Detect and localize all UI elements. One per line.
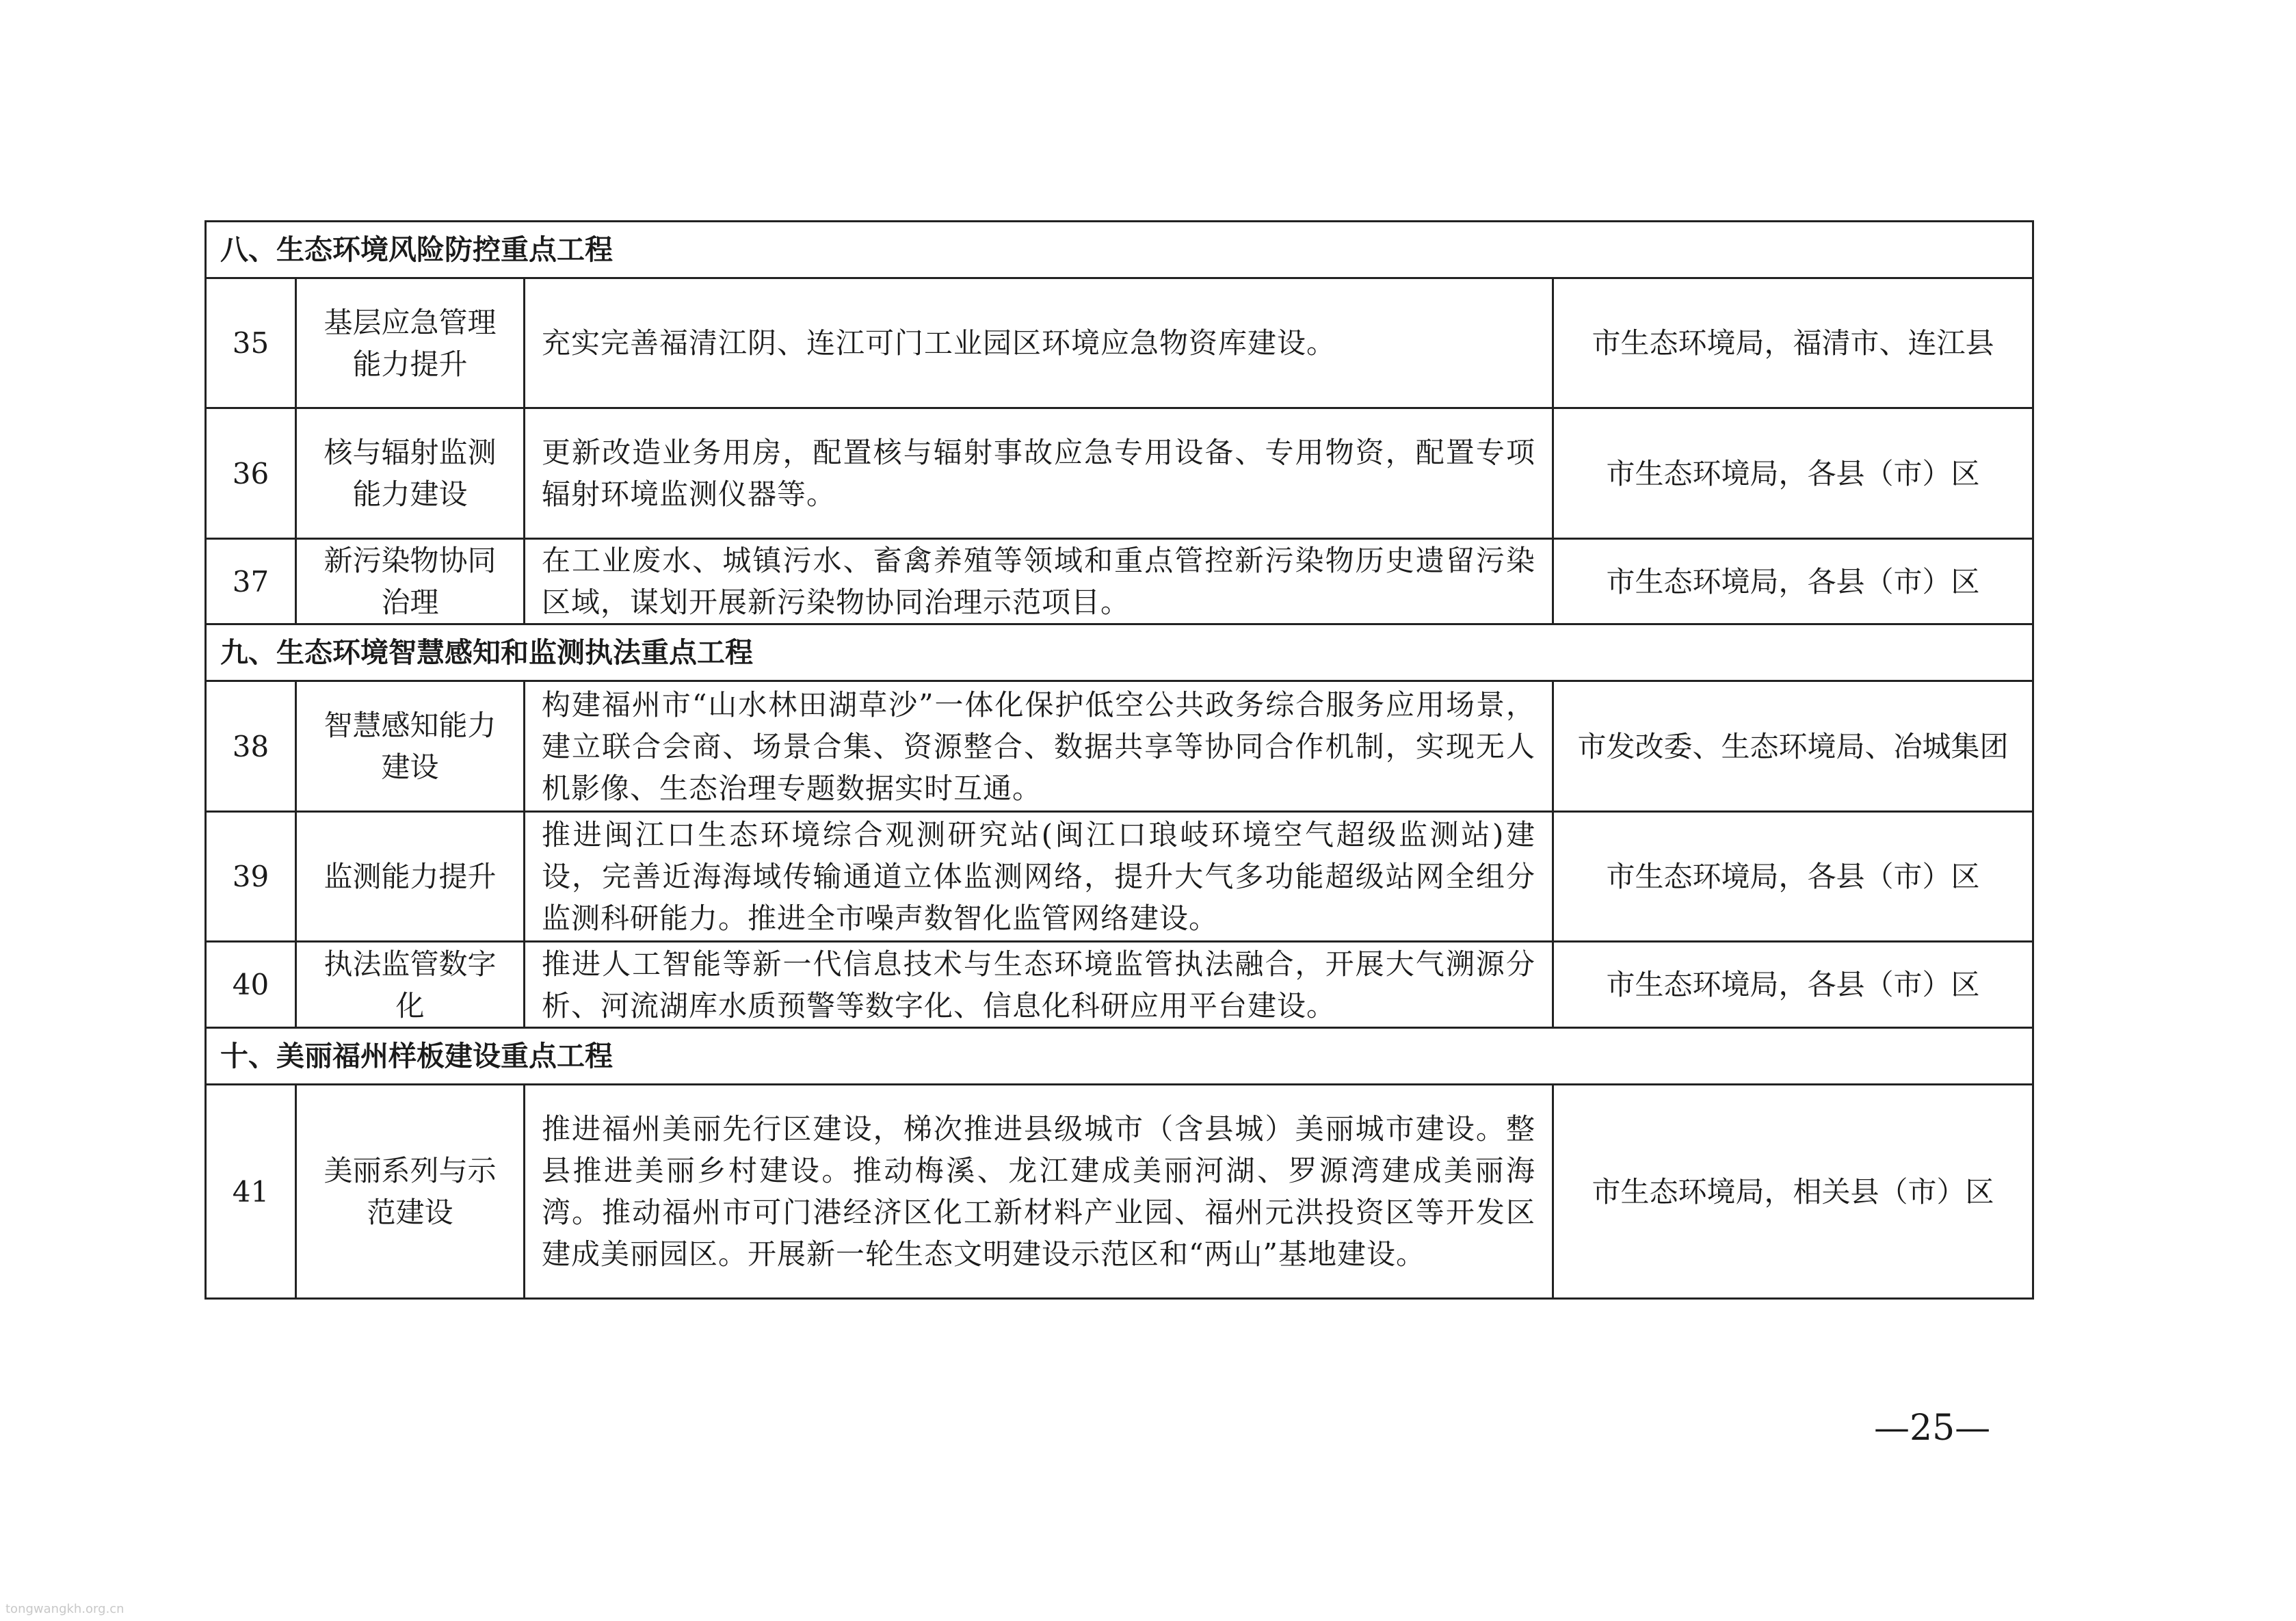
table-row: [206, 408, 2033, 539]
projects-table: [204, 220, 2034, 1300]
responsible-unit: 市生态环境局，相关县（市）区: [1553, 1085, 2033, 1299]
row-number: 40: [206, 942, 296, 1028]
responsible-unit: 市生态环境局，各县（市）区: [1553, 408, 2033, 539]
project-content: 充实完善福清江阴、连江可门工业园区环境应急物资库建设。: [525, 278, 1553, 408]
project-content: 在工业废水、城镇污水、畜禽养殖等领域和重点管控新污染物历史遗留污染区域，谋划开展新污染物协同治理示范项目。: [525, 539, 1553, 624]
section-title: 九、生态环境智慧感知和监测执法重点工程: [206, 624, 2033, 681]
project-name: 基层应急管理能力提升: [296, 278, 525, 408]
responsible-unit: 市生态环境局，各县（市）区: [1553, 942, 2033, 1028]
table-row: [206, 812, 2033, 942]
row-number: 41: [206, 1085, 296, 1299]
watermark: tongwangkh.org.cn: [5, 1602, 124, 1616]
project-name: 执法监管数字化: [296, 942, 525, 1028]
responsible-unit: 市发改委、生态环境局、冶城集团: [1553, 681, 2033, 812]
table-row: [206, 1085, 2033, 1299]
project-name: 美丽系列与示范建设: [296, 1085, 525, 1299]
project-name: 智慧感知能力建设: [296, 681, 525, 812]
table-row: [206, 681, 2033, 812]
project-name: 监测能力提升: [296, 812, 525, 942]
table-row: [206, 942, 2033, 1028]
table-row: [206, 278, 2033, 408]
project-content: 推进福州美丽先行区建设，梯次推进县级城市（含县城）美丽城市建设。整县推进美丽乡村建设。推动梅溪、龙江建成美丽河湖、罗源湾建成美丽海湾。推动福州市可门港经济区化工新材料产业园、福州元洪投资区等开发区建成美丽园区。开展新一轮生态文明建设示范区和“两山”基地建设。: [525, 1085, 1553, 1299]
responsible-unit: 市生态环境局，各县（市）区: [1553, 812, 2033, 942]
project-content: 更新改造业务用房，配置核与辐射事故应急专用设备、专用物资，配置专项辐射环境监测仪器等。: [525, 408, 1553, 539]
section-title: 八、生态环境风险防控重点工程: [206, 222, 2033, 278]
table-row: [206, 539, 2033, 624]
row-number: 35: [206, 278, 296, 408]
responsible-unit: 市生态环境局，福清市、连江县: [1553, 278, 2033, 408]
section-header-row: [206, 1028, 2033, 1085]
row-number: 39: [206, 812, 296, 942]
project-content: 构建福州市“山水林田湖草沙”一体化保护低空公共政务综合服务应用场景，建立联合会商、场景合集、资源整合、数据共享等协同合作机制，实现无人机影像、生态治理专题数据实时互通。: [525, 681, 1553, 812]
row-number: 36: [206, 408, 296, 539]
section-header-row: [206, 222, 2033, 278]
project-content: 推进闽江口生态环境综合观测研究站(闽江口琅岐环境空气超级监测站)建设，完善近海海域传输通道立体监测网络，提升大气多功能超级站网全组分监测科研能力。推进全市噪声数智化监管网络建设。: [525, 812, 1553, 942]
page-number: —25—: [1874, 1408, 1991, 1449]
section-header-row: [206, 624, 2033, 681]
project-name: 新污染物协同治理: [296, 539, 525, 624]
project-name: 核与辐射监测能力建设: [296, 408, 525, 539]
row-number: 37: [206, 539, 296, 624]
project-content: 推进人工智能等新一代信息技术与生态环境监管执法融合，开展大气溯源分析、河流湖库水质预警等数字化、信息化科研应用平台建设。: [525, 942, 1553, 1028]
row-number: 38: [206, 681, 296, 812]
section-title: 十、美丽福州样板建设重点工程: [206, 1028, 2033, 1085]
responsible-unit: 市生态环境局，各县（市）区: [1553, 539, 2033, 624]
